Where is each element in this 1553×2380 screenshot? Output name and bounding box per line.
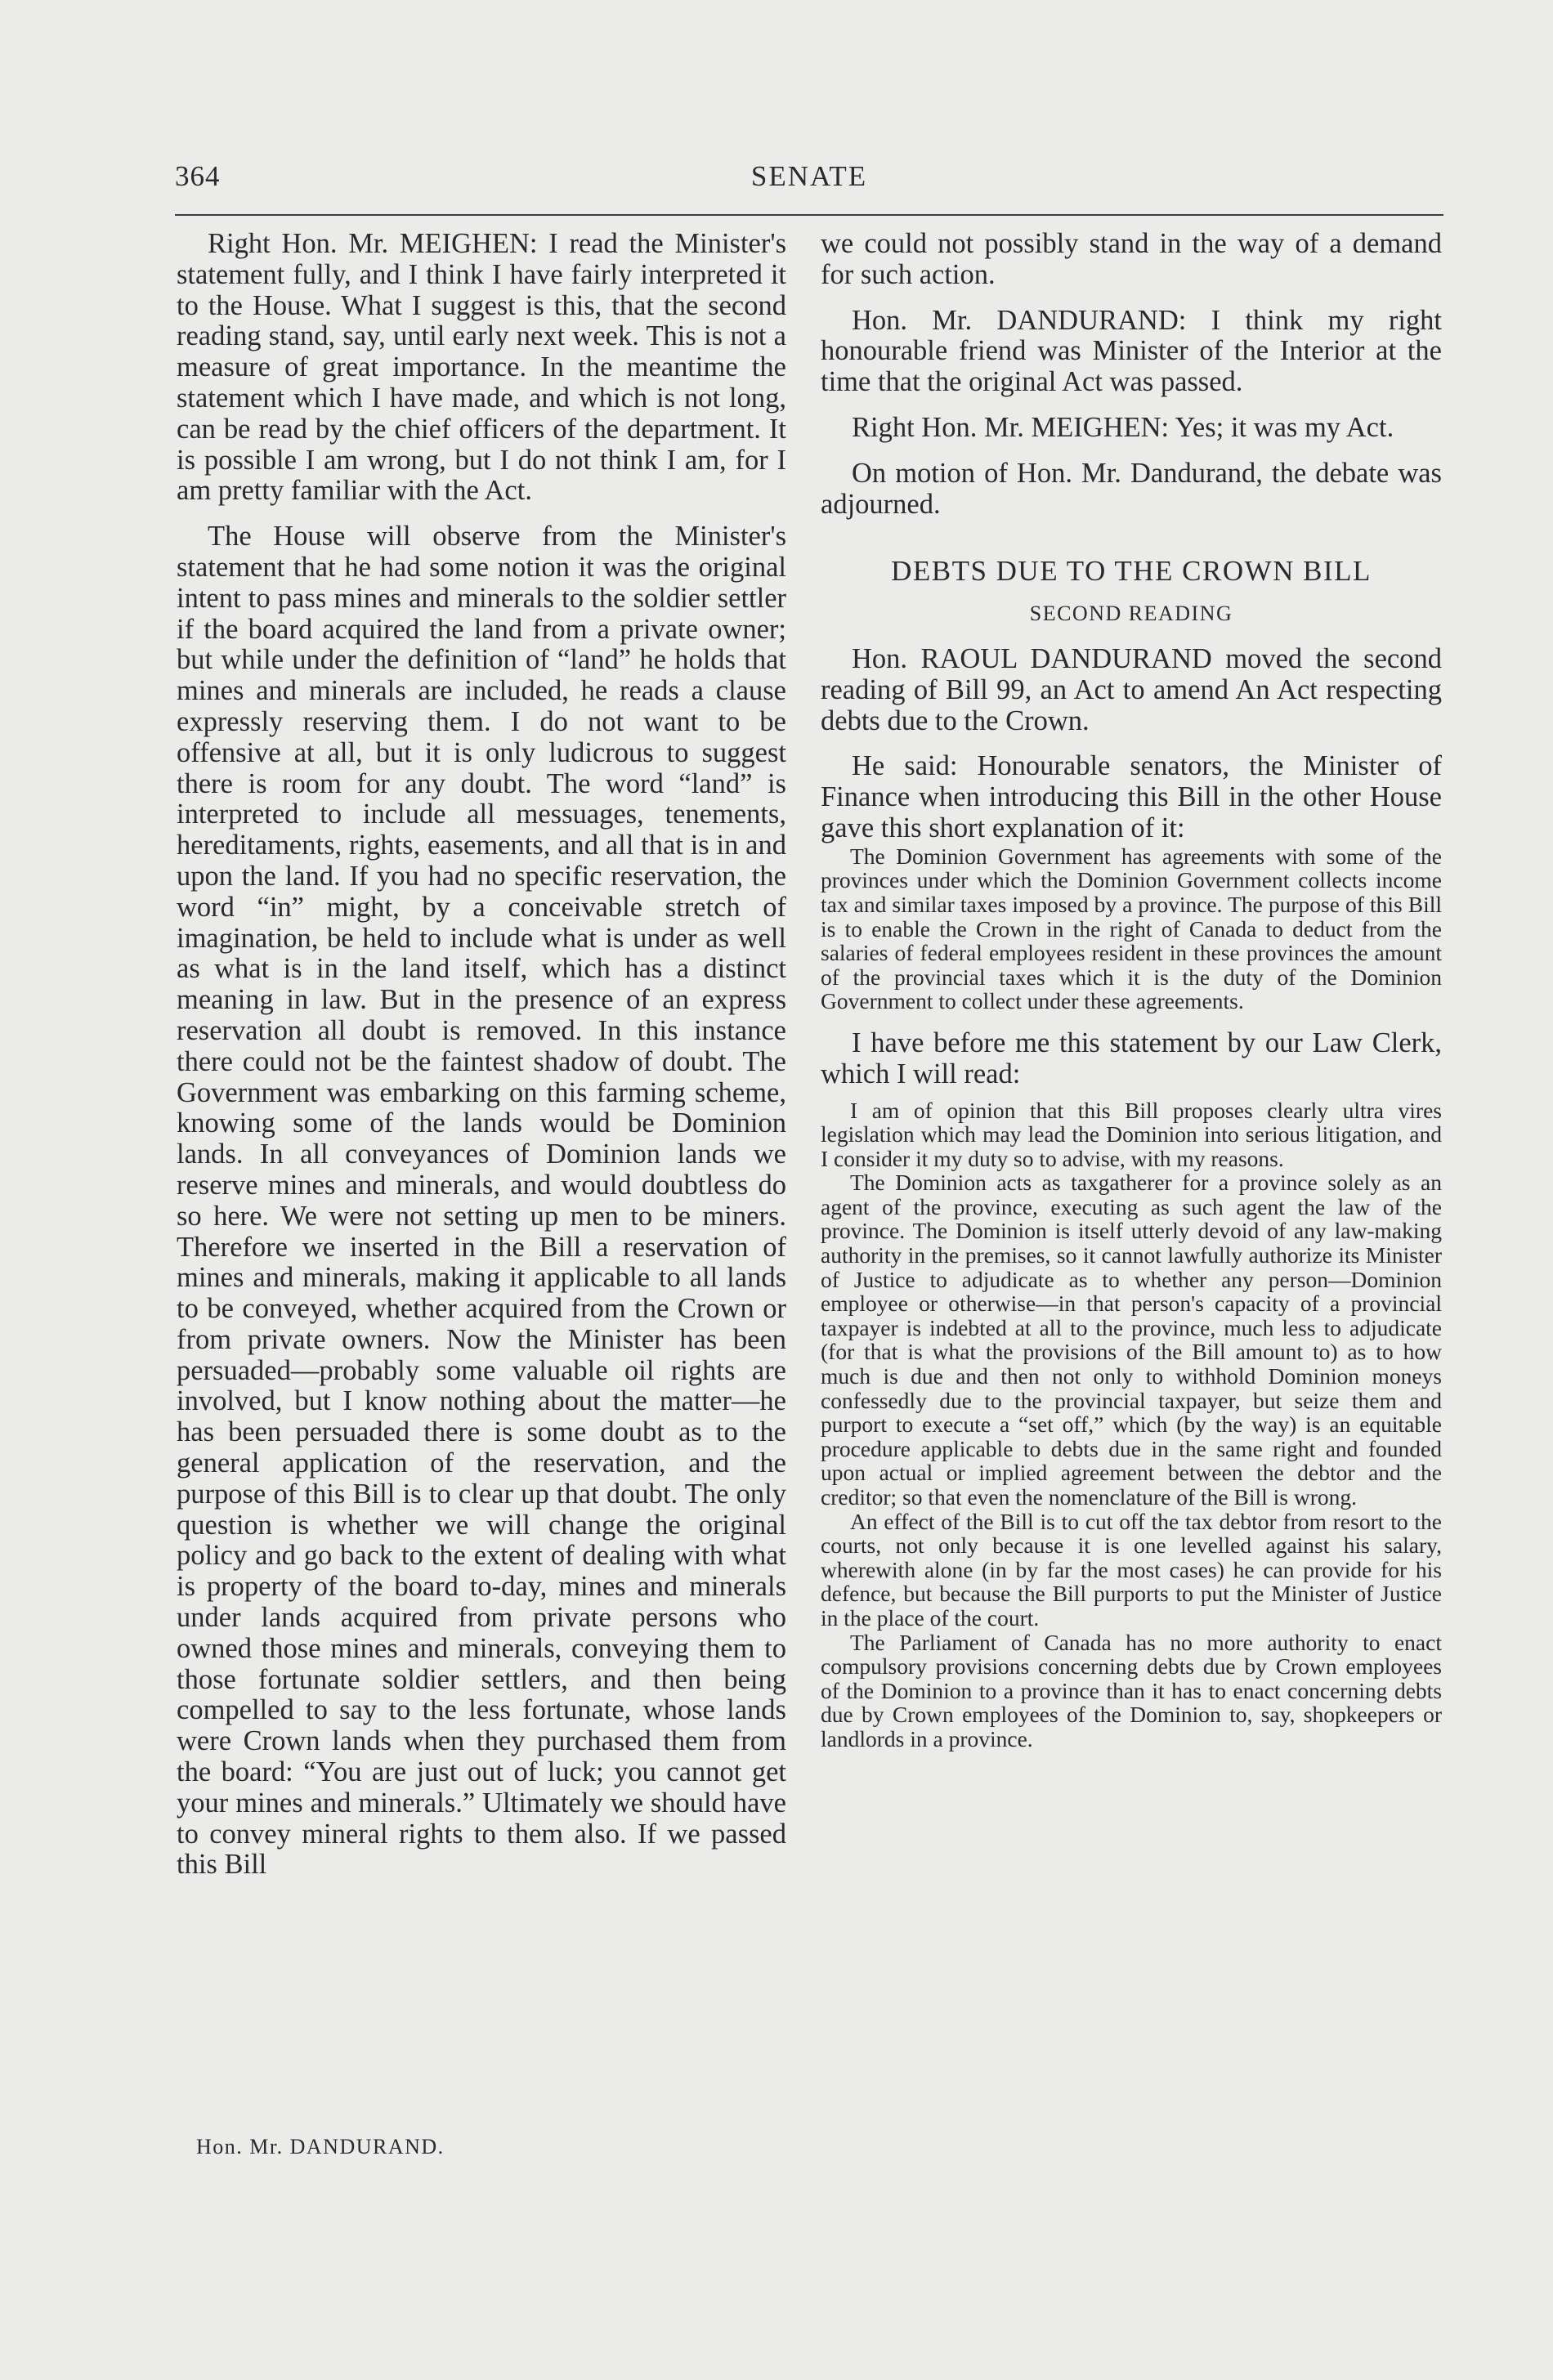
running-footer: Hon. Mr. DANDURAND.: [196, 2135, 445, 2159]
paragraph: we could not possibly stand in the way of a demand for such action.: [821, 228, 1442, 290]
left-column: [177, 229, 786, 1881]
paragraph: Right Hon. Mr. MEIGHEN: Yes; it was my Act.: [852, 411, 1394, 443]
page-title: SENATE: [750, 160, 868, 192]
right-column: [821, 229, 1442, 1751]
paragraph: Hon. RAOUL DANDURAND moved the second reading of Bill 99, an Act to amend An Act respecting debts due to the Crown.: [821, 642, 1442, 736]
page-header: [175, 155, 1443, 196]
quoted-passage: The Dominion acts as taxgatherer for a province solely as an agent of the province, executing as such agent the law of the province. The Dominion is itself utterly devoid of any law-making authority in the premises, so it cannot lawfully authorize its Minister of Justice to adjudicate as to whether any person—Dominion employee or otherwise—in that person's capacity of a provincial taxpayer is indebted at all to the province, much less to adjudicate (for that is what the provisions of the Bill amount to) as to how much is due and then not only to withhold Dominion moneys confessedly due to the provincial taxpayer, but seize them and purport to execute a “set off,” which (by the way) is an equitable procedure applicable to debts due in the same right and founded upon actual or implied agreement between the debtor and the creditor; so that even the nomenclature of the Bill is wrong.: [821, 1170, 1442, 1510]
paragraph: The House will observe from the Minister's statement that he had some notion it was the original intent to pass mines and minerals to the soldier settler if the board acquired the land from a private owner; but while under the definition of “land” he holds that mines and minerals are included, he reads a clause expressly reserving them. I do not want to be offensive at all, but it is only ludicrous to suggest there is room for any doubt. The word “land” is interpreted to include all messuages, tenements, hereditaments, rights, easements, and all that is in and upon the land. If you had no specific reservation, the word “in” might, by a conceivable stretch of imagination, be held to include what is under as well as what is in the land itself, which has a distinct meaning in law. But in the presence of an express reservation all doubt is removed. In this instance there could not be the faintest shadow of doubt. The Government was embarking on this farming scheme, knowing some of the lands would be Dominion lands. In all conveyances of Dominion lands we reserve mines and minerals, and would doubtless do so here. We were not setting up men to be miners. Therefore we inserted in the Bill a reservation of mines and minerals, making it applicable to all lands to be conveyed, whether acquired from the Crown or from private owners. Now the Minister has been persuaded—probably some valuable oil rights are involved, but I know nothing about the matter—he has been persuaded there is some doubt as to the general application of the reservation, and the purpose of this Bill is to clear up that doubt. The only question is whether we will change the original policy and go back to the extent of dealing with what is property of the board to-day, mines and minerals under lands acquired from private persons who owned those mines and minerals, conveying them to those fortunate soldier settlers, and then being compelled to say to the less fortunate, whose lands were Crown lands when they purchased them from the board: “You are just out of luck; you cannot get your mines and minerals.” Ultimately we should have to convey mineral rights to them also. If we passed this Bill: [177, 521, 786, 1881]
quoted-passage: An effect of the Bill is to cut off the tax debtor from resort to the courts, not only because it is one levelled against his salary, wherewith alone (in by far the most cases) he can provide for his defence, but because the Bill purports to put the Minister of Justice in the place of the court.: [821, 1508, 1442, 1631]
section-heading: DEBTS DUE TO THE CROWN BILL: [891, 555, 1372, 588]
page-number: 364: [175, 160, 221, 192]
quoted-passage: I am of opinion that this Bill proposes clearly ultra vires legislation which may lead the Dominion into serious litigation, and I consider it my duty so to advise, with my reasons.: [821, 1097, 1442, 1171]
quoted-passage: The Parliament of Canada has no more authority to enact compulsory provisions concerning debts due by Crown employees of the Dominion to a province than it has to enact concerning debts due by Crown employees of the Dominion to, say, shopkeepers or landlords in a province.: [821, 1629, 1442, 1751]
paragraph: On motion of Hon. Mr. Dandurand, the debate was adjourned.: [821, 457, 1442, 520]
paragraph: Hon. Mr. DANDURAND: I think my right honourable friend was Minister of the Interior at the time that the original Act was passed.: [821, 304, 1442, 398]
paragraph: He said: Honourable senators, the Minister of Finance when introducing this Bill in the other House gave this short explanation of it:: [821, 750, 1442, 843]
section-subheading: SECOND READING: [1029, 602, 1233, 626]
paragraph: Right Hon. Mr. MEIGHEN: I read the Minister's statement fully, and I think I have fairly interpreted it to the House. What I suggest is this, that the second reading stand, say, until early next week. This is not a measure of great importance. In the meantime the statement which I have made, and which is not long, can be read by the chief officers of the department. It is possible I am wrong, but I do not think I am, for I am pretty familiar with the Act.: [177, 228, 786, 507]
header-rule: [175, 214, 1443, 216]
quoted-passage: The Dominion Government has agreements with some of the provinces under which the Dominion Government collects income tax and similar taxes imposed by a province. The purpose of this Bill is to enable the Crown in the right of Canada to deduct from the salaries of federal employees resident in these provinces the amount of the provincial taxes which it is the duty of the Dominion Government to collect under these agreements.: [821, 843, 1442, 1014]
paragraph: I have before me this statement by our Law Clerk, which I will read:: [821, 1027, 1442, 1089]
